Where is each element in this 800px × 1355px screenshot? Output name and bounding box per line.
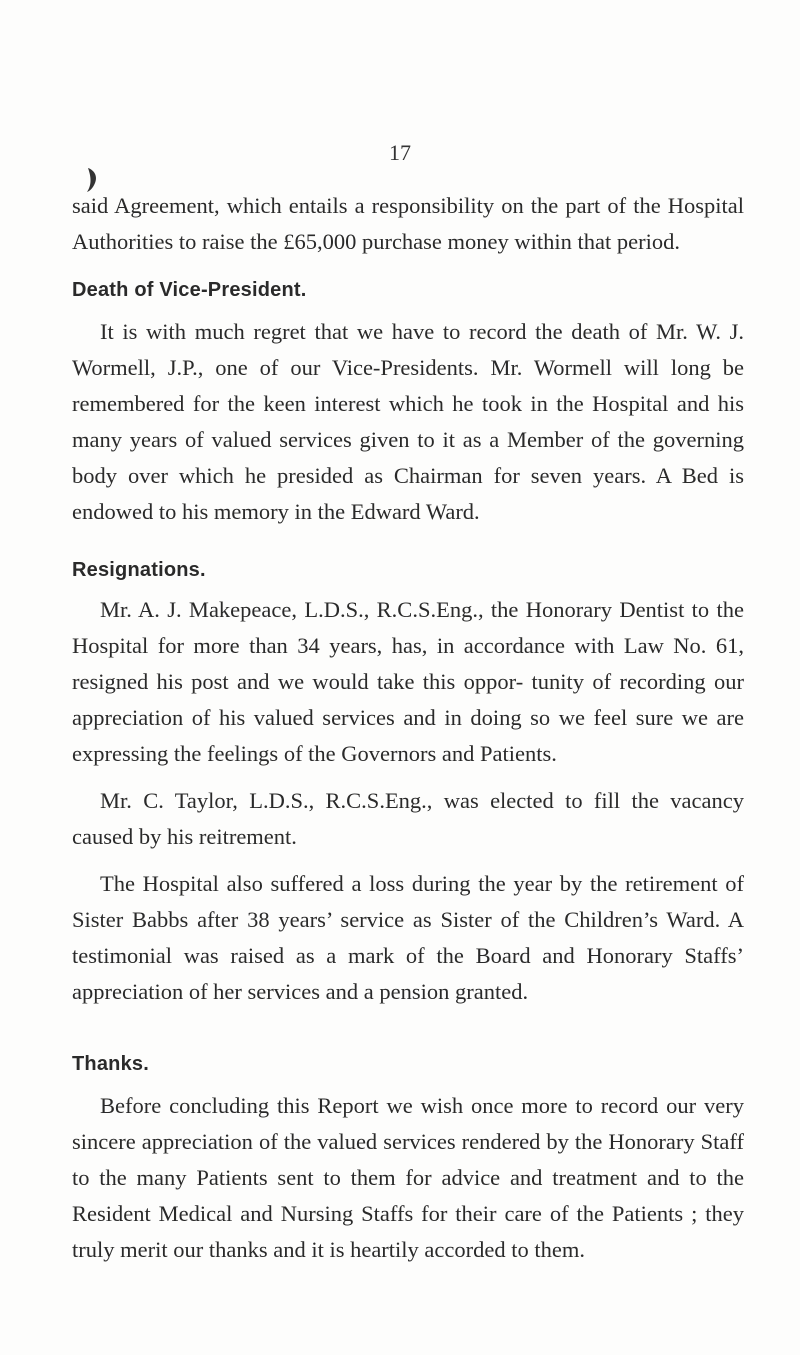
paragraph-thanks: Before concluding this Report we wish once more to record our very sincere appreciation of the valued services rendered by the Honorary Staff to the many Patients sent to them for advice and treatment and to the Resident Medical and Nursing Staffs for their care of the Patients ; they truly merit our thanks and it is heartily accorded to them. — [72, 1093, 744, 1262]
heading-resignations: Resignations. — [72, 559, 206, 581]
heading-thanks: Thanks. — [72, 1053, 149, 1075]
document-body — [72, 188, 744, 1268]
opening-paragraph: said Agreement, which entails a responsibility on the part of the Hospital Authorities to raise the £65,000 purchase money within that period. — [72, 193, 744, 254]
paragraph-death: It is with much regret that we have to record the death of Mr. W. J. Wormell, J.P., one of our Vice-Presidents. Mr. Wormell will long be remembered for the keen interest which he took in the Hospital and his many years of valued services given to it as a Member of the governing body over which he presided as Chairman for seven years. A Bed is endowed to his memory in the Edward Ward. — [72, 319, 744, 524]
paragraph-sister-babbs: The Hospital also suffered a loss during the year by the retirement of Sister Babbs after 38 years’ service as Sister of the Children’s Ward. A testimonial was raised as a mark of the Board and Honorary Staffs’ appreciation of her services and a pension granted. — [72, 871, 744, 1004]
page-number: 17 — [389, 140, 411, 165]
paragraph-taylor: Mr. C. Taylor, L.D.S., R.C.S.Eng., was elected to fill the vacancy caused by his reitrement. — [72, 788, 744, 849]
heading-death-of-vice-president: Death of Vice-President. — [72, 279, 307, 301]
paragraph-makepeace: Mr. A. J. Makepeace, L.D.S., R.C.S.Eng., the Honorary Dentist to the Hospital for more than 34 years, has, in accordance with Law No. 61, resigned his post and we would take this oppor- tunity of recording our appreciation of his valued services and in doing so we feel sure we are expressing the feelings of the Governors and Patients. — [72, 597, 744, 766]
